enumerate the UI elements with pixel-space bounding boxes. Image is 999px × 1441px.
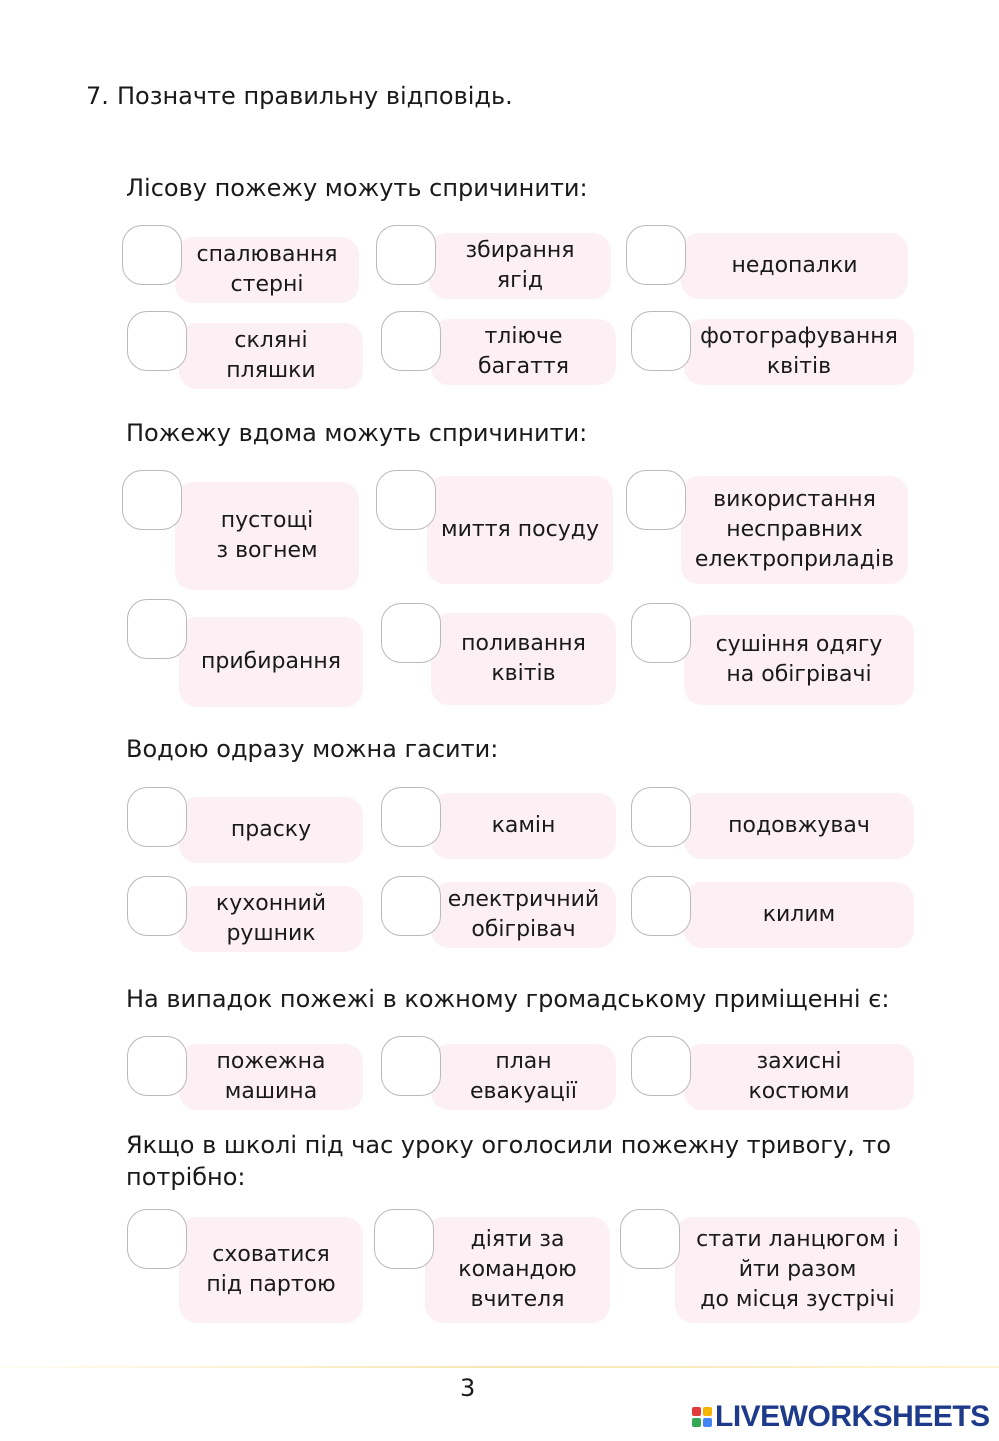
answer-checkbox[interactable]: [122, 225, 182, 285]
option-label: використання несправних електроприладів: [681, 476, 908, 584]
option-label: килим: [684, 882, 914, 948]
answer-checkbox[interactable]: [381, 603, 441, 663]
option-label: кухонний рушник: [179, 886, 363, 952]
answer-checkbox[interactable]: [381, 876, 441, 936]
option-label: камін: [431, 793, 616, 859]
answer-checkbox[interactable]: [631, 603, 691, 663]
answer-checkbox[interactable]: [127, 599, 187, 659]
answer-checkbox[interactable]: [626, 225, 686, 285]
liveworksheets-logo: [692, 1400, 990, 1434]
answer-checkbox[interactable]: [381, 311, 441, 371]
page-number: 3: [460, 1374, 476, 1402]
option-label: миття посуду: [427, 476, 613, 584]
brand-mark-icon: [692, 1407, 712, 1427]
option-label: прибирання: [179, 617, 363, 707]
option-label: діяти за командою вчителя: [425, 1217, 610, 1323]
answer-checkbox[interactable]: [374, 1209, 434, 1269]
section-title-school-alarm: Якщо в школі під час уроку оголосили пожежну тривогу, то потрібно:: [126, 1131, 892, 1191]
option-label: фотографування квітів: [684, 319, 914, 385]
option-label: захисні костюми: [684, 1044, 914, 1110]
option-label: стати ланцюгом і йти разом до місця зустрічі: [675, 1217, 920, 1323]
question-number: 7.: [86, 82, 109, 110]
option-label: праску: [179, 797, 363, 863]
section-title-home-fire: Пожежу вдома можуть спричинити:: [126, 419, 588, 447]
option-label: сушіння одягу на обігрівачі: [684, 615, 914, 705]
section-title-forest-fire: Лісову пожежу можуть спричинити:: [126, 174, 588, 202]
answer-checkbox[interactable]: [376, 225, 436, 285]
answer-checkbox[interactable]: [381, 1036, 441, 1096]
option-label: збирання ягід: [429, 233, 611, 299]
answer-checkbox[interactable]: [631, 787, 691, 847]
answer-checkbox[interactable]: [127, 1209, 187, 1269]
answer-checkbox[interactable]: [127, 311, 187, 371]
answer-checkbox[interactable]: [620, 1209, 680, 1269]
option-label: пожежна машина: [179, 1044, 363, 1110]
question-text: Позначте правильну відповідь.: [117, 82, 513, 110]
answer-checkbox[interactable]: [127, 1036, 187, 1096]
section-title-public-building: На випадок пожежі в кожному громадському приміщенні є:: [126, 985, 890, 1013]
option-label: спалювання стерні: [175, 237, 359, 303]
answer-checkbox[interactable]: [626, 470, 686, 530]
answer-checkbox[interactable]: [122, 470, 182, 530]
brand-name: LIVEWORKSHEETS: [715, 1400, 990, 1433]
answer-checkbox[interactable]: [127, 876, 187, 936]
option-label: сховатися під партою: [179, 1217, 363, 1323]
answer-checkbox[interactable]: [631, 876, 691, 936]
option-label: недопалки: [681, 233, 908, 299]
answer-checkbox[interactable]: [631, 311, 691, 371]
option-label: скляні пляшки: [179, 323, 363, 389]
answer-checkbox[interactable]: [631, 1036, 691, 1096]
answer-checkbox[interactable]: [376, 470, 436, 530]
option-label: поливання квітів: [431, 613, 616, 705]
footer-divider: [0, 1366, 999, 1368]
option-label: тліюче багаття: [431, 319, 616, 385]
option-label: пустощі з вогнем: [175, 482, 359, 590]
option-label: електричний обігрівач: [431, 882, 616, 948]
answer-checkbox[interactable]: [127, 787, 187, 847]
section-title-water: Водою одразу можна гасити:: [126, 735, 499, 763]
answer-checkbox[interactable]: [381, 787, 441, 847]
option-label: план евакуації: [431, 1044, 616, 1110]
option-label: подовжувач: [684, 793, 914, 859]
